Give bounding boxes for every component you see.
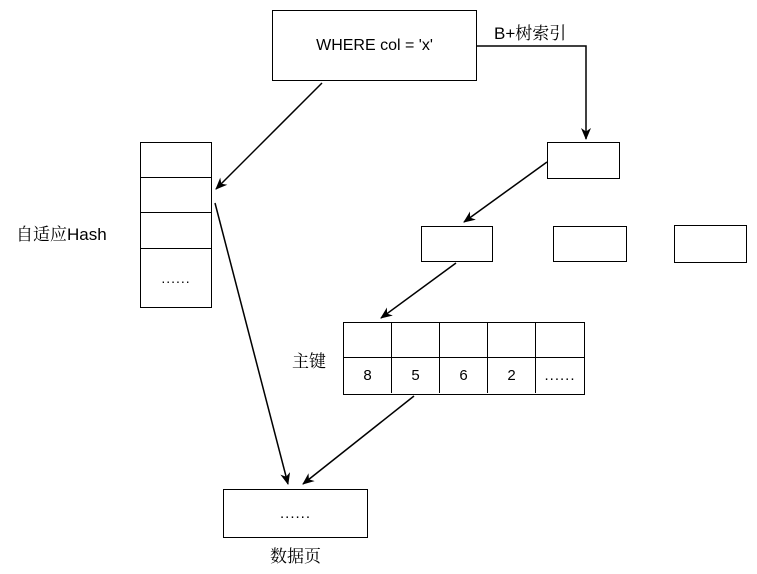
hash-bucket xyxy=(141,178,211,213)
pk-pointer-cell xyxy=(488,323,536,358)
query-text: WHERE col = 'x' xyxy=(316,36,433,54)
arrow-query-to-hash xyxy=(216,83,322,189)
btree-index-label: B+树索引 xyxy=(494,24,567,43)
pk-pointer-cell xyxy=(344,323,392,358)
arrow-root-to-node xyxy=(464,162,547,222)
arrow-query-to-btree-root xyxy=(477,46,586,139)
pk-pointer-cell xyxy=(440,323,488,358)
query-box xyxy=(272,10,477,81)
hash-bucket-ellipsis: ...... xyxy=(161,270,191,286)
primary-key-leaf-row xyxy=(343,322,585,395)
btree-level2-node-1 xyxy=(421,226,493,262)
btree-root-node xyxy=(547,142,620,179)
data-page-content: ...... xyxy=(279,505,311,522)
data-page-box xyxy=(223,489,368,538)
pk-value-cell: 6 xyxy=(440,358,488,393)
pk-value-cell: 8 xyxy=(344,358,392,393)
pk-pointer-cell xyxy=(536,323,584,358)
btree-level2-node-2 xyxy=(553,226,627,262)
btree-level2-node-3 xyxy=(674,225,747,263)
pk-value-cell: 2 xyxy=(488,358,536,393)
arrow-hash-to-datapage xyxy=(215,203,288,484)
data-page-label: 数据页 xyxy=(270,547,321,566)
hash-bucket xyxy=(141,143,211,178)
arrow-node-to-leaf xyxy=(381,263,456,318)
pk-value-cell: 5 xyxy=(392,358,440,393)
adaptive-hash-label: 自适应Hash xyxy=(16,225,107,244)
hash-bucket xyxy=(141,213,211,249)
pk-pointer-cell xyxy=(392,323,440,358)
adaptive-hash-stack xyxy=(140,142,212,308)
pk-value-cell-ellipsis: ...... xyxy=(544,367,576,384)
arrow-leaf-to-datapage xyxy=(303,396,414,484)
primary-key-label: 主键 xyxy=(292,352,326,371)
